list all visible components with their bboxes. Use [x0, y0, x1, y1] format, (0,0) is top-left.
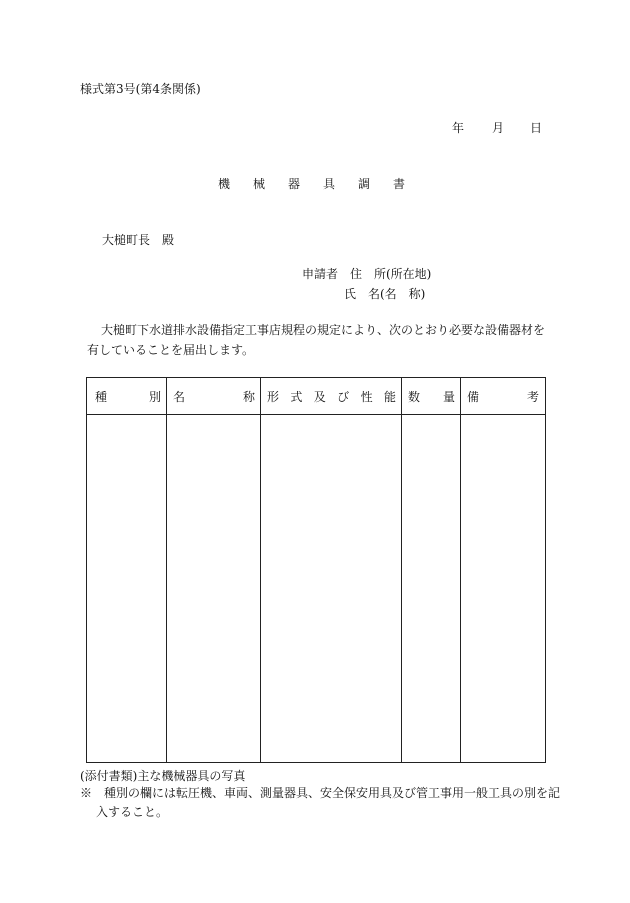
footnote-line-2: 入すること。 [96, 805, 169, 819]
column-remarks [461, 378, 545, 762]
column-name [167, 378, 261, 762]
attachment-note: (添付書類)主な機械器具の写真 [80, 769, 246, 783]
addressee: 大槌町長 殿 [102, 233, 175, 247]
column-quantity [402, 378, 461, 762]
applicant-name-label: 氏 名(名 称) [344, 287, 426, 301]
date-line [452, 122, 542, 134]
body-text-line-1: 大槌町下水道排水設備指定工事店規程の規定により、次のとおり必要な設備器材を [101, 323, 546, 337]
applicant-address-label: 申請者 住 所(所在地) [302, 267, 432, 281]
header-type: 種 別 [95, 389, 161, 404]
body-text-line-2: 有していることを届出します。 [87, 343, 255, 357]
header-remarks: 備 考 [467, 389, 539, 404]
header-model-performance: 形 式 及 び 性 能 [267, 389, 396, 404]
equipment-table [86, 377, 546, 763]
title-char: 書 [393, 177, 406, 191]
title-char: 調 [358, 177, 371, 191]
date-year: 年 [452, 121, 465, 135]
title-char: 器 [288, 177, 301, 191]
title-char: 具 [323, 177, 336, 191]
date-month: 月 [492, 121, 505, 135]
footnote-line-1: ※ 種別の欄には転圧機、車両、測量器具、安全保安用具及び管工事用一般工具の別を記 [80, 786, 561, 800]
title-char: 機 [218, 177, 231, 191]
title-char: 械 [253, 177, 266, 191]
date-day: 日 [530, 121, 543, 135]
document-title [218, 178, 405, 190]
column-type [87, 378, 167, 762]
column-model-performance [261, 378, 402, 762]
header-quantity: 数 量 [408, 389, 455, 404]
form-number: 様式第3号(第4条関係) [80, 82, 201, 96]
header-name: 名 称 [173, 389, 255, 404]
